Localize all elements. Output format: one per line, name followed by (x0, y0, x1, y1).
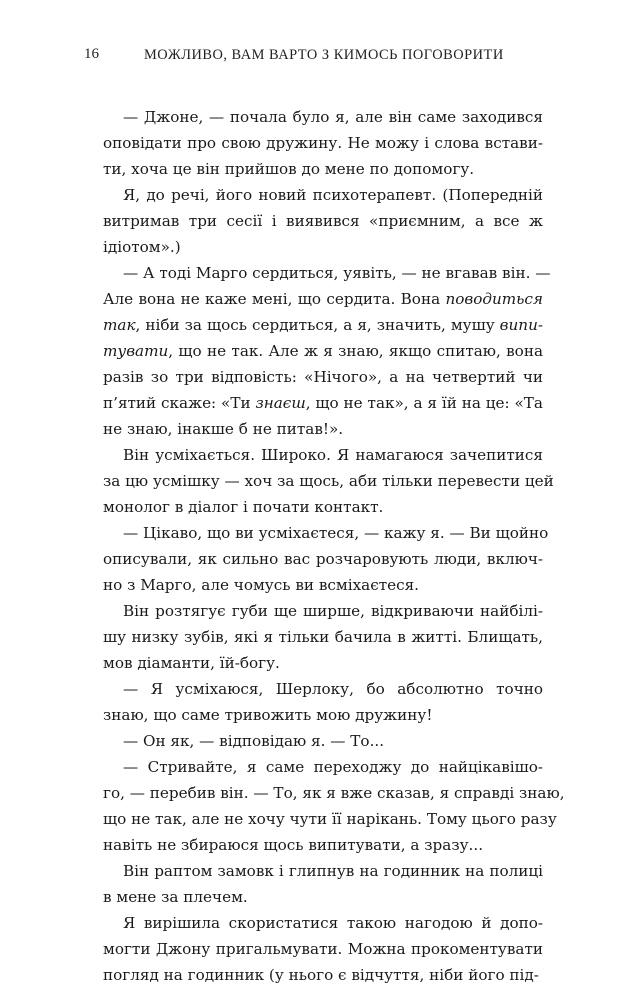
paragraph (103, 442, 554, 520)
text-run: монолог в діалог і почати контакт. (103, 498, 384, 516)
text-line (103, 442, 543, 468)
paragraph (103, 676, 543, 728)
text-run: могти Джону пригальмувати. Можна прокоментувати (103, 940, 543, 958)
text-line (103, 884, 543, 910)
text-run: п’ятий скаже: «Ти (103, 394, 256, 412)
text-line (103, 234, 543, 260)
text-run: Але вона не каже мені, що сердита. Вона (103, 290, 446, 308)
text-run: — А тоді Марго сердиться, уявіть, — не вгавав він. — (123, 264, 551, 282)
text-run: Він раптом замовк і глипнув на годинник на полиці (123, 862, 543, 880)
text-line (103, 780, 565, 806)
text-run: , що не так», а я їй на це: «Та (305, 394, 543, 412)
text-run: Він розтягує губи ще ширше, відкриваючи найбілі- (123, 602, 543, 620)
text-run: , ніби за щось сердиться, а я, значить, мушу (135, 316, 500, 334)
text-run: , що не так. Але ж я знаю, якщо спитаю, вона (168, 342, 543, 360)
text-run: ти, хоча це він прийшов до мене по допомогу. (103, 160, 475, 178)
italic-text: поводиться (445, 290, 543, 308)
text-line (103, 832, 543, 858)
text-run: Я вирішила скористатися такою нагодою й допо- (123, 914, 543, 932)
text-line (103, 728, 543, 754)
text-run: описували, як сильно вас розчаровують люди, включ- (103, 550, 543, 568)
text-line (103, 494, 543, 520)
text-line (103, 130, 543, 156)
italic-text: знаєш (255, 394, 306, 412)
paragraph (103, 598, 543, 676)
paragraph (103, 520, 549, 598)
text-run: за цю усмішку — хоч за щось, аби тільки перевести цей (103, 472, 554, 490)
text-line (103, 702, 543, 728)
text-line (103, 182, 543, 208)
text-line (103, 390, 543, 416)
text-line (103, 364, 543, 390)
text-line (103, 520, 549, 546)
text-line (103, 910, 543, 936)
text-run: не знаю, інакше б не питав!». (103, 420, 344, 438)
text-line (103, 156, 543, 182)
page-number: 16 (84, 46, 99, 62)
paragraph (103, 728, 543, 754)
text-run: погляд на годинник (у нього є відчуття, ніби його під- (103, 966, 539, 984)
text-run: шу низку зубів, які я тільки бачила в житті. Блищать, (103, 628, 543, 646)
page-header (84, 46, 545, 68)
paragraph (103, 104, 543, 182)
text-line (103, 858, 543, 884)
text-run: разів зо три відповість: «Нічого», а на четвертий чи (103, 368, 543, 386)
text-line (103, 312, 543, 338)
italic-text: так (103, 316, 136, 334)
paragraph (103, 182, 543, 260)
text-line (103, 572, 543, 598)
paragraph (103, 260, 551, 442)
italic-text: тувати (103, 342, 169, 360)
text-line (103, 936, 543, 962)
text-run: Я, до речі, його новий психотерапевт. (Попередній (123, 186, 543, 204)
paragraph (103, 754, 565, 858)
text-run: но з Марго, але чомусь ви всміхаєтеся. (103, 576, 420, 594)
text-run: — Стривайте, я саме переходжу до найцікавішо- (123, 758, 543, 776)
text-run: в мене за плечем. (103, 888, 248, 906)
running-title: МОЖЛИВО, ВАМ ВАРТО З КИМОСЬ ПОГОВОРИТИ (144, 47, 504, 63)
text-line (103, 754, 543, 780)
text-run: — Цікаво, що ви усміхаєтеся, — кажу я. — Ви щойно (123, 524, 549, 542)
text-line (103, 468, 554, 494)
text-line (103, 650, 543, 676)
text-line (103, 676, 543, 702)
text-line (103, 104, 543, 130)
text-line (103, 208, 543, 234)
text-run: навіть не збираюся щось випитувати, а зразу... (103, 836, 484, 854)
text-run: Він усміхається. Широко. Я намагаюся зачепитися (123, 446, 543, 464)
text-line (103, 286, 543, 312)
text-line (103, 546, 543, 572)
text-run: що не так, але не хочу чути її нарікань. Тому цього разу (103, 810, 557, 828)
paragraph (103, 910, 543, 988)
text-run: го, — перебив він. — То, як я вже сказав, я справді знаю, (103, 784, 565, 802)
text-run: — Джоне, — почала було я, але він саме заходився (123, 108, 543, 126)
text-run: витримав три сесії і виявився «приємним, а все ж (103, 212, 543, 230)
italic-text: випи- (499, 316, 543, 334)
text-run: мов діаманти, їй-богу. (103, 654, 280, 672)
paragraph (103, 858, 543, 910)
text-run: ідіотом».) (103, 238, 181, 256)
text-run: оповідати про свою дружину. Не можу і слова встави- (103, 134, 543, 152)
text-line (103, 624, 543, 650)
text-line (103, 416, 543, 442)
text-line (103, 806, 557, 832)
text-run: знаю, що саме тривожить мою дружину! (103, 706, 433, 724)
text-line (103, 598, 543, 624)
text-line (103, 962, 543, 988)
text-run: — Я усміхаюся, Шерлоку, бо абсолютно точно (123, 680, 543, 698)
text-run: — Он як, — відповідаю я. — То... (123, 732, 385, 750)
body-text (103, 104, 565, 988)
text-line (103, 260, 551, 286)
text-line (103, 338, 543, 364)
